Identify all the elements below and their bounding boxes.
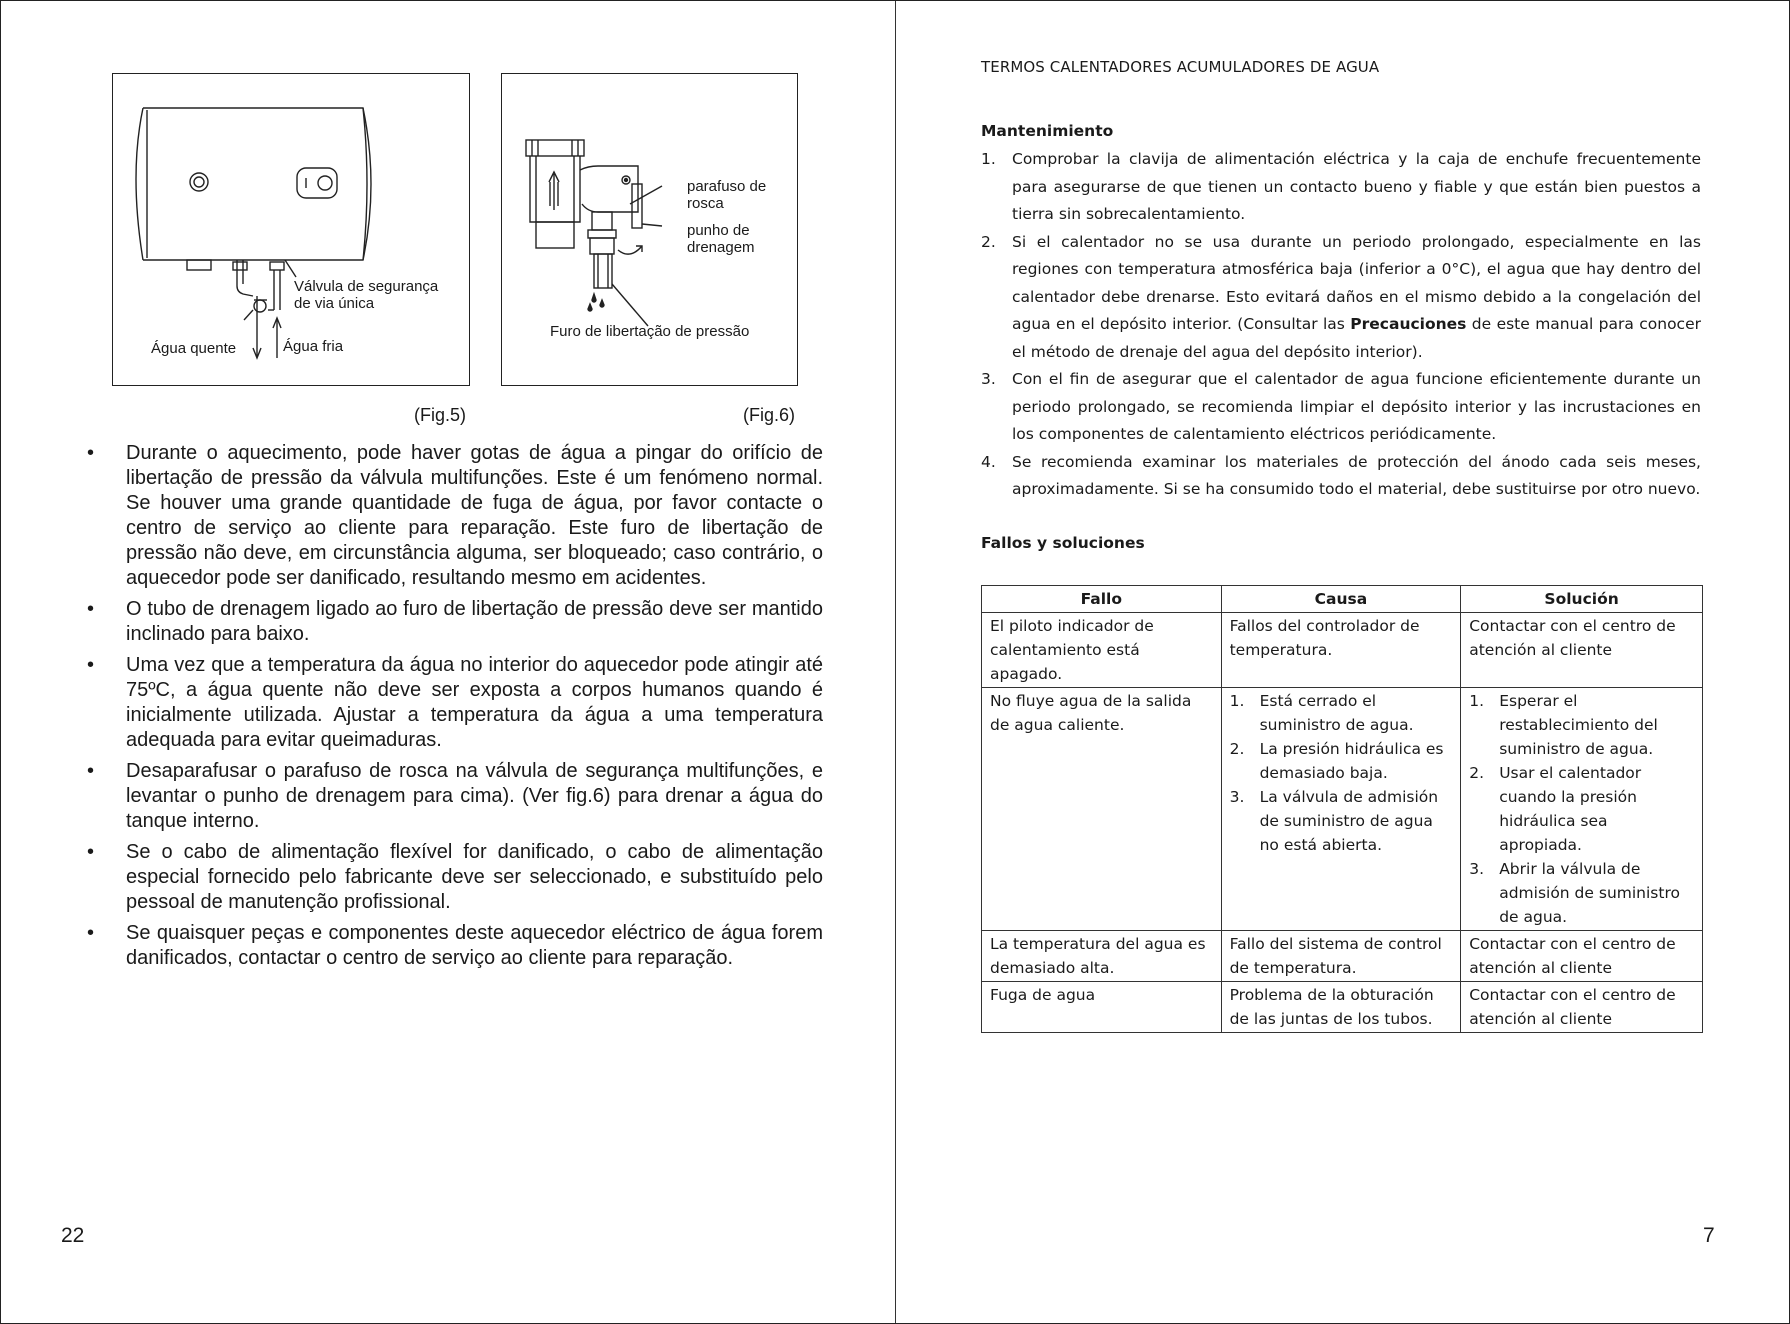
page-number-left: 22 — [61, 1224, 85, 1247]
page-gutter-divider — [895, 1, 896, 1323]
running-header: TERMOS CALENTADORES ACUMULADORES DE AGUA — [981, 58, 1380, 76]
bullet-symbol: • — [87, 442, 95, 464]
bullet-symbol: • — [87, 598, 95, 620]
maintenance-list — [981, 146, 1701, 504]
maintenance-item: 1. Comprobar la clavija de alimentación eléctrica y la caja de enchufe frecuentemente para asegurarse de que tienen un contacto bueno y fiable y que están bien puestos a tierra sin sobrecalentamiento. — [981, 150, 1701, 223]
solution-cell: Contactar con el centro de atención al cliente — [1461, 931, 1703, 982]
cause-list-item: 1. Está cerrado el suministro de agua. — [1229, 692, 1414, 734]
column-header-cause: Causa — [1221, 586, 1461, 613]
bullet-symbol: • — [87, 760, 95, 782]
cause-cell: Fallo del sistema de control de temperatura. — [1221, 931, 1461, 982]
bullet-text: Desaparafusar o parafuso de rosca na válvula de segurança multifunções, e levantar o punho de drenagem para cima). (Ver fig.6) para drenar a água do tanque interno. — [126, 760, 823, 832]
bullet-item — [83, 597, 823, 647]
label-drain-handle: punho de drenagem — [687, 222, 755, 257]
label-one-way-safety-valve: Válvula de segurança de via única — [294, 278, 439, 313]
solution-list-item: 1. Esperar el restablecimiento del suministro de agua. — [1469, 692, 1658, 758]
cause-list-item: 3. La válvula de admisión de suministro de agua no está abierta. — [1229, 788, 1439, 854]
faults-table — [981, 585, 1703, 1033]
bullet-item — [83, 840, 823, 915]
fault-cell: El piloto indicador de calentamiento está apagado. — [982, 613, 1222, 688]
bullet-item — [83, 921, 823, 971]
right-page — [897, 1, 1789, 1323]
label-pressure-relief-hole: Furo de libertação de pressão — [550, 323, 750, 340]
cause-cell — [1221, 688, 1461, 931]
fault-cell: Fuga de agua — [982, 982, 1222, 1033]
fault-cell: No fluye agua de la salida de agua caliente. — [982, 688, 1222, 931]
table-row — [982, 982, 1703, 1033]
bullet-text: Se quaisquer peças e componentes deste aquecedor eléctrico de água forem danificados, contactar o centro de serviço ao cliente para reparação. — [126, 922, 823, 969]
solution-list-item: 2. Usar el calentador cuando la presión hidráulica sea apropiada. — [1469, 764, 1642, 854]
maintenance-item: 2. Si el calentador no se usa durante un periodo prolongado, especialmente en las regiones con temperatura atmosférica baja (inferior a 0°C), el agua que hay dentro del calentador debe drenarse. Esto evitará daños en el mismo debido a la congelación del agua en el depósito interior. (Consultar las Precauciones de este manual para conocer el método de drenaje del agua del depósito interior). — [981, 232, 1701, 361]
table-header-row — [982, 586, 1703, 613]
solution-cell: Contactar con el centro de atención al cliente — [1461, 982, 1703, 1033]
left-page — [1, 1, 896, 1323]
cause-cell: Fallos del controlador de temperatura. — [1221, 613, 1461, 688]
page-number-right: 7 — [1703, 1224, 1715, 1247]
table-row — [982, 688, 1703, 931]
label-threaded-screw: parafuso de rosca — [687, 178, 767, 213]
table-row — [982, 613, 1703, 688]
bullet-symbol: • — [87, 922, 95, 944]
bullet-text: Uma vez que a temperatura da água no interior do aquecedor pode atingir até 75ºC, a água quente não deve ser exposta a corpos humanos quando é inicialmente utilizada. Ajustar a temperatura da água a uma temperatura adequada para evitar queimaduras. — [126, 654, 823, 751]
cause-cell: Problema de la obturación de las juntas de los tubos. — [1221, 982, 1461, 1033]
solution-cell: Contactar con el centro de atención al cliente — [1461, 613, 1703, 688]
bullet-symbol: • — [87, 654, 95, 676]
bullet-text: Se o cabo de alimentação flexível for danificado, o cabo de alimentação especial fornecido pelo fabricante deve ser seleccionado, e substituído pelo pessoal de manutenção profissional. — [126, 841, 823, 913]
table-row — [982, 931, 1703, 982]
fig-5-caption: (Fig.5) — [414, 405, 467, 425]
maintenance-item: 3. Con el fin de asegurar que el calentador de agua funcione eficientemente durante un periodo prolongado, se recomienda limpiar el depósito interior y las incrustaciones en los componentes de calentamiento eléctricos periódicamente. — [981, 370, 1701, 443]
bullet-text: O tubo de drenagem ligado ao furo de libertação de pressão deve ser mantido inclinado para baixo. — [126, 598, 823, 645]
figure-6-safety-valve-diagram — [501, 73, 798, 386]
bullet-symbol: • — [87, 841, 95, 863]
bullet-text: Durante o aquecimento, pode haver gotas de água a pingar do orifício de libertação de pressão da válvula multifunções. Este é um fenómeno normal. Se houver uma grande quantidade de fuga de água, por favor contacte o centro de serviço ao cliente para reparação. Este furo de libertação de pressão não deve, em circunstância alguma, ser bloqueado; caso contrário, o aquecedor pode ser danificado, resultando mesmo em acidentes. — [126, 442, 823, 589]
bullet-item — [83, 441, 823, 591]
cause-list-item: 2. La presión hidráulica es demasiado baja. — [1229, 740, 1444, 782]
label-hot-water: Água quente — [151, 340, 237, 357]
safety-bullet-list — [83, 441, 823, 977]
section-title-maintenance: Mantenimiento — [981, 122, 1114, 140]
solution-cell — [1461, 688, 1703, 931]
column-header-solution: Solución — [1461, 586, 1703, 613]
bullet-item — [83, 653, 823, 753]
maintenance-item: 4. Se recomienda examinar los materiales de protección del ánodo cada seis meses, aproximadamente. Si se ha consumido todo el material, debe sustituirse por otro nuevo. — [981, 452, 1701, 498]
label-cold-water: Água fria — [283, 338, 344, 355]
fig-6-caption: (Fig.6) — [743, 405, 796, 425]
column-header-fault: Fallo — [982, 586, 1222, 613]
bullet-item — [83, 759, 823, 834]
section-title-faults: Fallos y soluciones — [981, 534, 1145, 552]
figure-5-water-heater-diagram — [112, 73, 470, 386]
precautions-reference: Precauciones — [1350, 315, 1467, 333]
solution-list-item: 3. Abrir la válvula de admisión de suministro de agua. — [1469, 860, 1680, 926]
fault-cell: La temperatura del agua es demasiado alta. — [982, 931, 1222, 982]
